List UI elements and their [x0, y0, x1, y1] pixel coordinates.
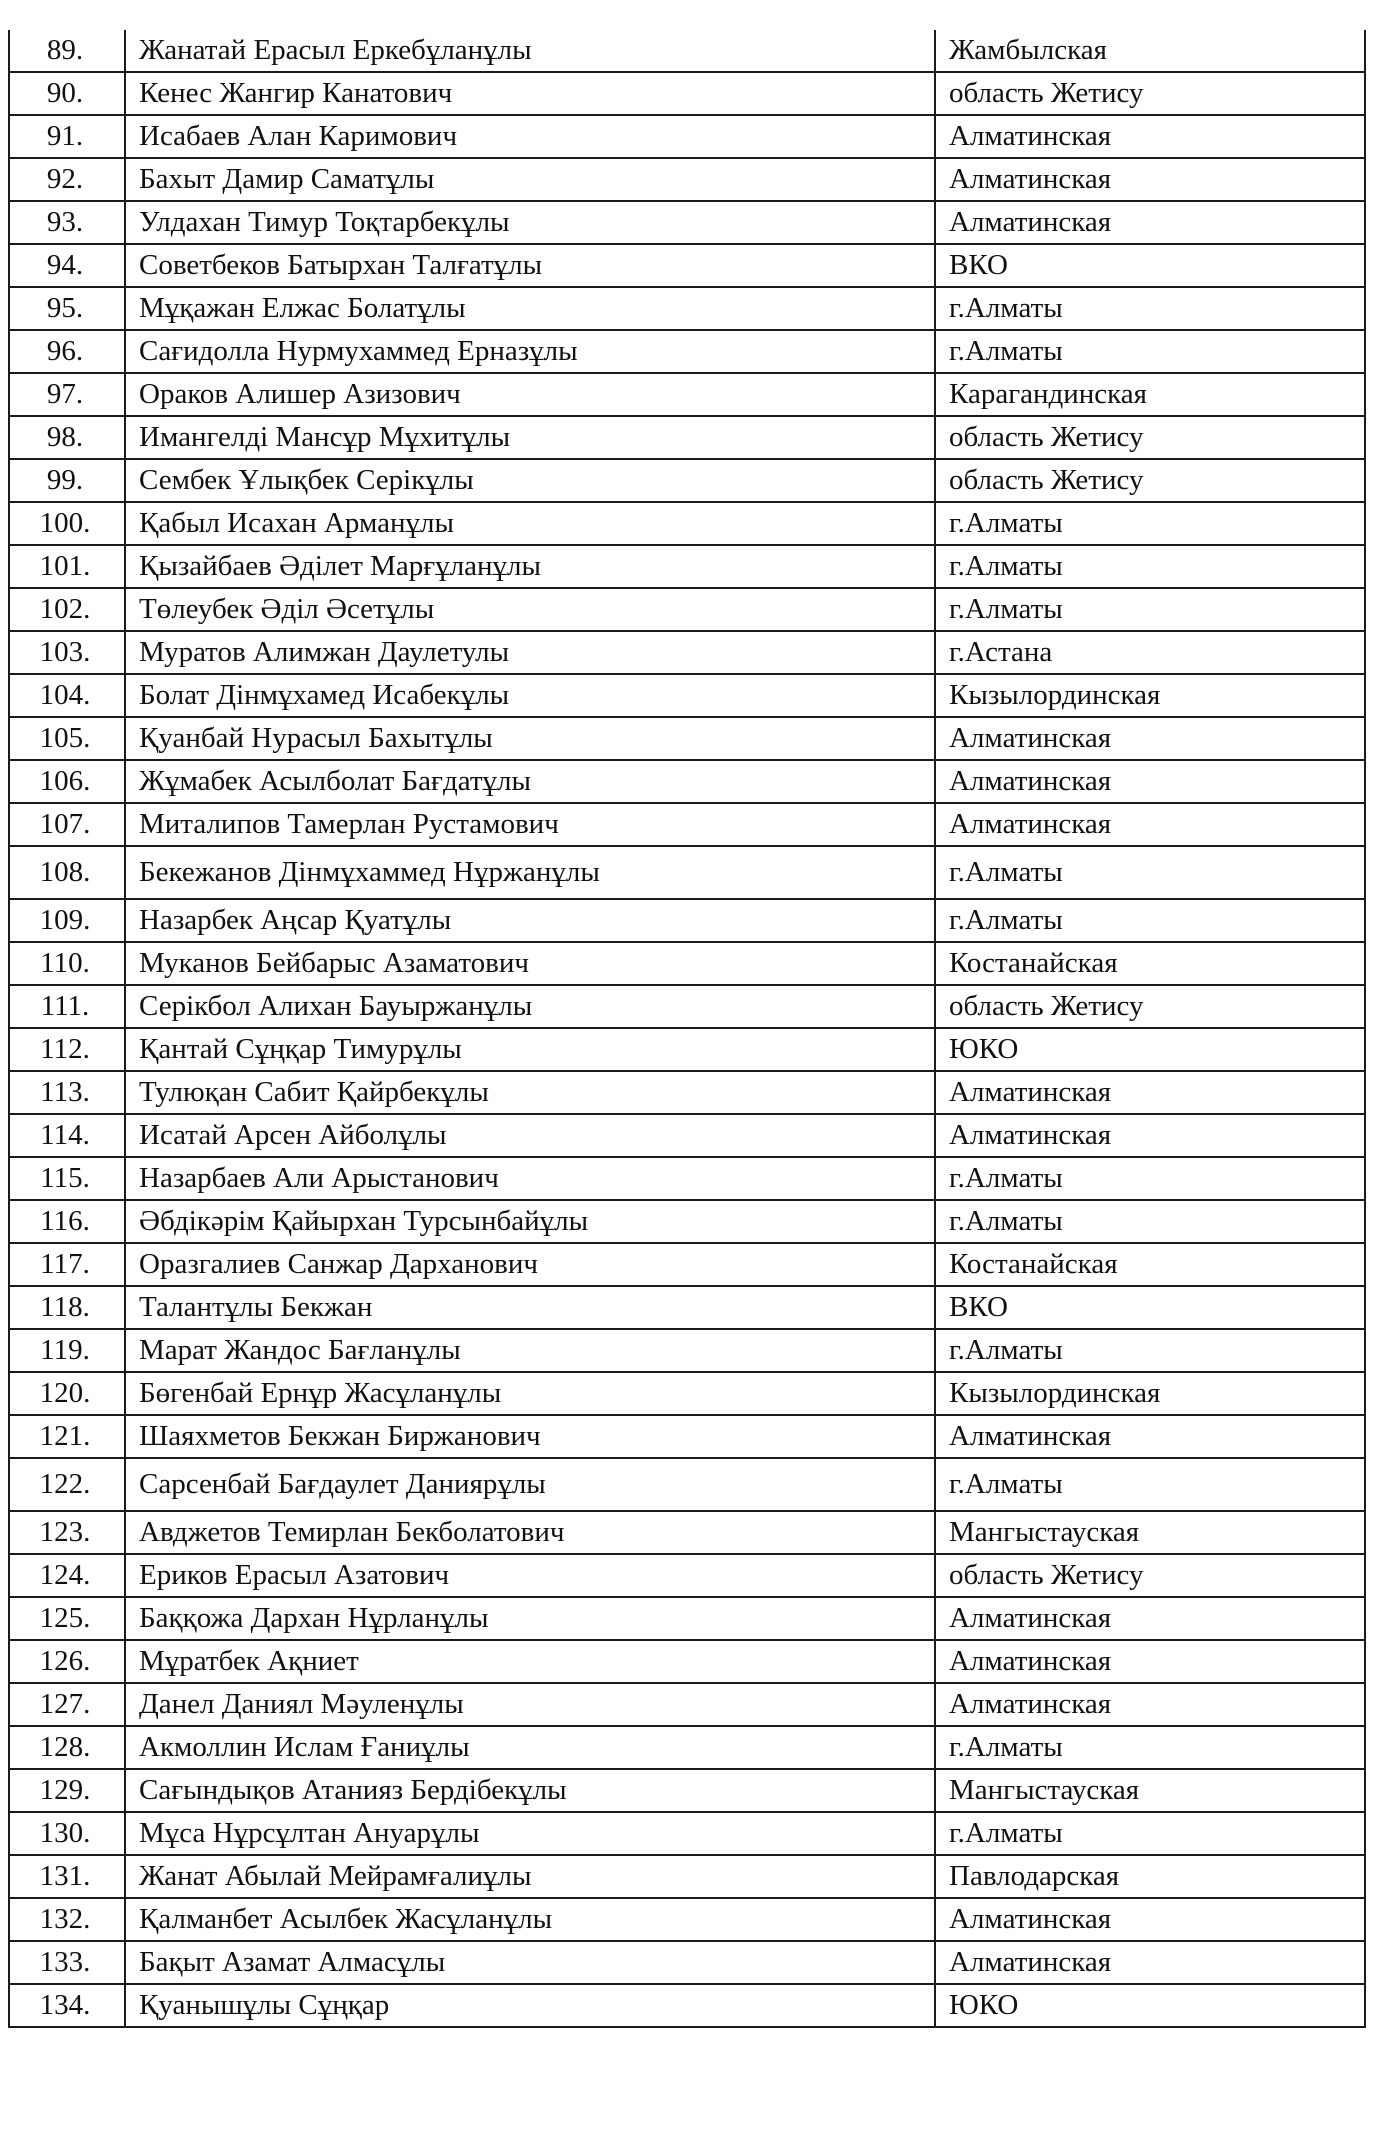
region: область Жетису	[935, 72, 1365, 115]
region: Алматинская	[935, 1415, 1365, 1458]
table-row	[9, 1286, 1365, 1329]
row-number: 99.	[9, 459, 125, 502]
participant-name: Советбеков Батырхан Талғатұлы	[125, 244, 935, 287]
row-number: 124.	[9, 1554, 125, 1597]
region: г.Алматы	[935, 1200, 1365, 1243]
region: г.Алматы	[935, 287, 1365, 330]
row-number: 126.	[9, 1640, 125, 1683]
row-number: 94.	[9, 244, 125, 287]
row-number: 119.	[9, 1329, 125, 1372]
table-row	[9, 1984, 1365, 2027]
table-row	[9, 717, 1365, 760]
participant-name: Тулюқан Сабит Қайрбекұлы	[125, 1071, 935, 1114]
region: Кызылординская	[935, 1372, 1365, 1415]
participant-name: Бекежанов Дінмұхаммед Нұржанұлы	[125, 846, 935, 899]
participant-name: Муратов Алимжан Даулетулы	[125, 631, 935, 674]
region: Костанайская	[935, 1243, 1365, 1286]
region: Жамбылская	[935, 30, 1365, 72]
table-row	[9, 1157, 1365, 1200]
row-number: 118.	[9, 1286, 125, 1329]
row-number: 108.	[9, 846, 125, 899]
row-number: 101.	[9, 545, 125, 588]
region: г.Алматы	[935, 1812, 1365, 1855]
participant-name: Марат Жандос Бағланұлы	[125, 1329, 935, 1372]
table-row	[9, 1511, 1365, 1554]
table-row	[9, 1243, 1365, 1286]
row-number: 125.	[9, 1597, 125, 1640]
table-row	[9, 244, 1365, 287]
row-number: 107.	[9, 803, 125, 846]
region: Алматинская	[935, 1071, 1365, 1114]
row-number: 131.	[9, 1855, 125, 1898]
table-row	[9, 1028, 1365, 1071]
participant-name: Мұса Нұрсұлтан Ануарұлы	[125, 1812, 935, 1855]
region: ВКО	[935, 1286, 1365, 1329]
row-number: 104.	[9, 674, 125, 717]
table-row	[9, 1855, 1365, 1898]
table-row	[9, 1071, 1365, 1114]
participant-name: Жұмабек Асылболат Бағдатұлы	[125, 760, 935, 803]
region: Алматинская	[935, 1114, 1365, 1157]
participant-name: Исатай Арсен Айболұлы	[125, 1114, 935, 1157]
region: Алматинская	[935, 158, 1365, 201]
row-number: 97.	[9, 373, 125, 416]
table-row	[9, 30, 1365, 72]
region: ВКО	[935, 244, 1365, 287]
participant-name: Муканов Бейбарыс Азаматович	[125, 942, 935, 985]
table-row	[9, 631, 1365, 674]
region: г.Алматы	[935, 545, 1365, 588]
region: Мангыстауская	[935, 1769, 1365, 1812]
region: область Жетису	[935, 1554, 1365, 1597]
row-number: 117.	[9, 1243, 125, 1286]
table-row	[9, 1941, 1365, 1984]
region: ЮКО	[935, 1984, 1365, 2027]
row-number: 115.	[9, 1157, 125, 1200]
region: Алматинская	[935, 201, 1365, 244]
participant-name: Бахыт Дамир Саматұлы	[125, 158, 935, 201]
row-number: 100.	[9, 502, 125, 545]
participant-name: Талантұлы Бекжан	[125, 1286, 935, 1329]
region: Кызылординская	[935, 674, 1365, 717]
region: Алматинская	[935, 1941, 1365, 1984]
participant-name: Жанатай Ерасыл Еркебұланұлы	[125, 30, 935, 72]
participant-name: Қабыл Исахан Арманұлы	[125, 502, 935, 545]
table-row	[9, 1114, 1365, 1157]
row-number: 116.	[9, 1200, 125, 1243]
participant-name: Имангелді Мансұр Мұхитұлы	[125, 416, 935, 459]
participant-name: Бөгенбай Ернұр Жасұланұлы	[125, 1372, 935, 1415]
table-row	[9, 1329, 1365, 1372]
region: Костанайская	[935, 942, 1365, 985]
row-number: 102.	[9, 588, 125, 631]
participant-name: Исабаев Алан Каримович	[125, 115, 935, 158]
participant-name: Мұратбек Ақниет	[125, 1640, 935, 1683]
row-number: 89.	[9, 30, 125, 72]
table-row	[9, 1812, 1365, 1855]
table-row	[9, 1458, 1365, 1511]
table-row	[9, 502, 1365, 545]
row-number: 114.	[9, 1114, 125, 1157]
table-row	[9, 899, 1365, 942]
table-row	[9, 1554, 1365, 1597]
participant-name: Қантай Сұңқар Тимурұлы	[125, 1028, 935, 1071]
participant-name: Ораков Алишер Азизович	[125, 373, 935, 416]
table-row	[9, 287, 1365, 330]
participant-name: Төлеубек Әділ Әсетұлы	[125, 588, 935, 631]
participant-name: Акмоллин Ислам Ғаниұлы	[125, 1726, 935, 1769]
participant-name: Миталипов Тамерлан Рустамович	[125, 803, 935, 846]
table-row	[9, 373, 1365, 416]
row-number: 96.	[9, 330, 125, 373]
region: Алматинская	[935, 760, 1365, 803]
table-row	[9, 1640, 1365, 1683]
participant-name: Оразгалиев Санжар Дарханович	[125, 1243, 935, 1286]
region: Павлодарская	[935, 1855, 1365, 1898]
row-number: 92.	[9, 158, 125, 201]
participant-name: Шаяхметов Бекжан Биржанович	[125, 1415, 935, 1458]
region: Алматинская	[935, 1597, 1365, 1640]
table-row	[9, 158, 1365, 201]
table-row	[9, 1898, 1365, 1941]
table-row	[9, 72, 1365, 115]
region: Алматинская	[935, 115, 1365, 158]
row-number: 111.	[9, 985, 125, 1028]
participant-name: Серікбол Алихан Бауыржанұлы	[125, 985, 935, 1028]
region: область Жетису	[935, 416, 1365, 459]
row-number: 128.	[9, 1726, 125, 1769]
participant-name: Жанат Абылай Мейрамғалиұлы	[125, 1855, 935, 1898]
participant-name: Ериков Ерасыл Азатович	[125, 1554, 935, 1597]
row-number: 130.	[9, 1812, 125, 1855]
participant-name: Баққожа Дархан Нұрланұлы	[125, 1597, 935, 1640]
region: Алматинская	[935, 1683, 1365, 1726]
region: Алматинская	[935, 717, 1365, 760]
row-number: 129.	[9, 1769, 125, 1812]
participant-name: Сарсенбай Бағдаулет Даниярұлы	[125, 1458, 935, 1511]
region: область Жетису	[935, 985, 1365, 1028]
participant-name: Назарбек Аңсар Қуатұлы	[125, 899, 935, 942]
table-row	[9, 416, 1365, 459]
table-row	[9, 588, 1365, 631]
table-row	[9, 803, 1365, 846]
region: Карагандинская	[935, 373, 1365, 416]
row-number: 106.	[9, 760, 125, 803]
participant-name: Болат Дінмұхамед Исабекұлы	[125, 674, 935, 717]
row-number: 110.	[9, 942, 125, 985]
table-row	[9, 1726, 1365, 1769]
row-number: 132.	[9, 1898, 125, 1941]
participant-name: Улдахан Тимур Тоқтарбекұлы	[125, 201, 935, 244]
row-number: 95.	[9, 287, 125, 330]
table-row	[9, 942, 1365, 985]
participant-name: Қуанбай Нурасыл Бахытұлы	[125, 717, 935, 760]
region: г.Алматы	[935, 1726, 1365, 1769]
region: Алматинская	[935, 1898, 1365, 1941]
row-number: 127.	[9, 1683, 125, 1726]
participant-name: Данел Даниял Мәуленұлы	[125, 1683, 935, 1726]
table-body	[9, 30, 1365, 2027]
row-number: 103.	[9, 631, 125, 674]
region: ЮКО	[935, 1028, 1365, 1071]
table-row	[9, 459, 1365, 502]
region: г.Алматы	[935, 846, 1365, 899]
participant-name: Сағидолла Нурмухаммед Ерназұлы	[125, 330, 935, 373]
row-number: 91.	[9, 115, 125, 158]
table-row	[9, 985, 1365, 1028]
region: г.Астана	[935, 631, 1365, 674]
participant-name: Әбдікәрім Қайырхан Турсынбайұлы	[125, 1200, 935, 1243]
row-number: 109.	[9, 899, 125, 942]
region: Мангыстауская	[935, 1511, 1365, 1554]
region: Алматинская	[935, 803, 1365, 846]
table-row	[9, 330, 1365, 373]
participant-name: Бақыт Азамат Алмасұлы	[125, 1941, 935, 1984]
participant-name: Қызайбаев Әділет Марғұланұлы	[125, 545, 935, 588]
row-number: 133.	[9, 1941, 125, 1984]
row-number: 93.	[9, 201, 125, 244]
table-row	[9, 1769, 1365, 1812]
table-row	[9, 846, 1365, 899]
table-row	[9, 674, 1365, 717]
row-number: 120.	[9, 1372, 125, 1415]
row-number: 134.	[9, 1984, 125, 2027]
region: г.Алматы	[935, 899, 1365, 942]
table-row	[9, 1372, 1365, 1415]
participant-name: Авджетов Темирлан Бекболатович	[125, 1511, 935, 1554]
row-number: 98.	[9, 416, 125, 459]
region: Алматинская	[935, 1640, 1365, 1683]
participant-name: Назарбаев Али Арыстанович	[125, 1157, 935, 1200]
row-number: 122.	[9, 1458, 125, 1511]
participant-name: Қалманбет Асылбек Жасұланұлы	[125, 1898, 935, 1941]
table-row	[9, 1597, 1365, 1640]
row-number: 113.	[9, 1071, 125, 1114]
participants-table	[8, 30, 1366, 2028]
region: область Жетису	[935, 459, 1365, 502]
participant-name: Кенес Жангир Канатович	[125, 72, 935, 115]
row-number: 123.	[9, 1511, 125, 1554]
table-row	[9, 545, 1365, 588]
region: г.Алматы	[935, 1157, 1365, 1200]
participant-name: Мұқажан Елжас Болатұлы	[125, 287, 935, 330]
table-row	[9, 760, 1365, 803]
row-number: 121.	[9, 1415, 125, 1458]
region: г.Алматы	[935, 330, 1365, 373]
table-row	[9, 1683, 1365, 1726]
region: г.Алматы	[935, 502, 1365, 545]
region: г.Алматы	[935, 588, 1365, 631]
table-row	[9, 1415, 1365, 1458]
table-row	[9, 115, 1365, 158]
row-number: 112.	[9, 1028, 125, 1071]
table-row	[9, 201, 1365, 244]
region: г.Алматы	[935, 1458, 1365, 1511]
table-row	[9, 1200, 1365, 1243]
row-number: 105.	[9, 717, 125, 760]
region: г.Алматы	[935, 1329, 1365, 1372]
participant-name: Қуанышұлы Сұңқар	[125, 1984, 935, 2027]
participant-name: Сағындықов Атанияз Бердібекұлы	[125, 1769, 935, 1812]
row-number: 90.	[9, 72, 125, 115]
participant-name: Сембек Ұлықбек Серікұлы	[125, 459, 935, 502]
